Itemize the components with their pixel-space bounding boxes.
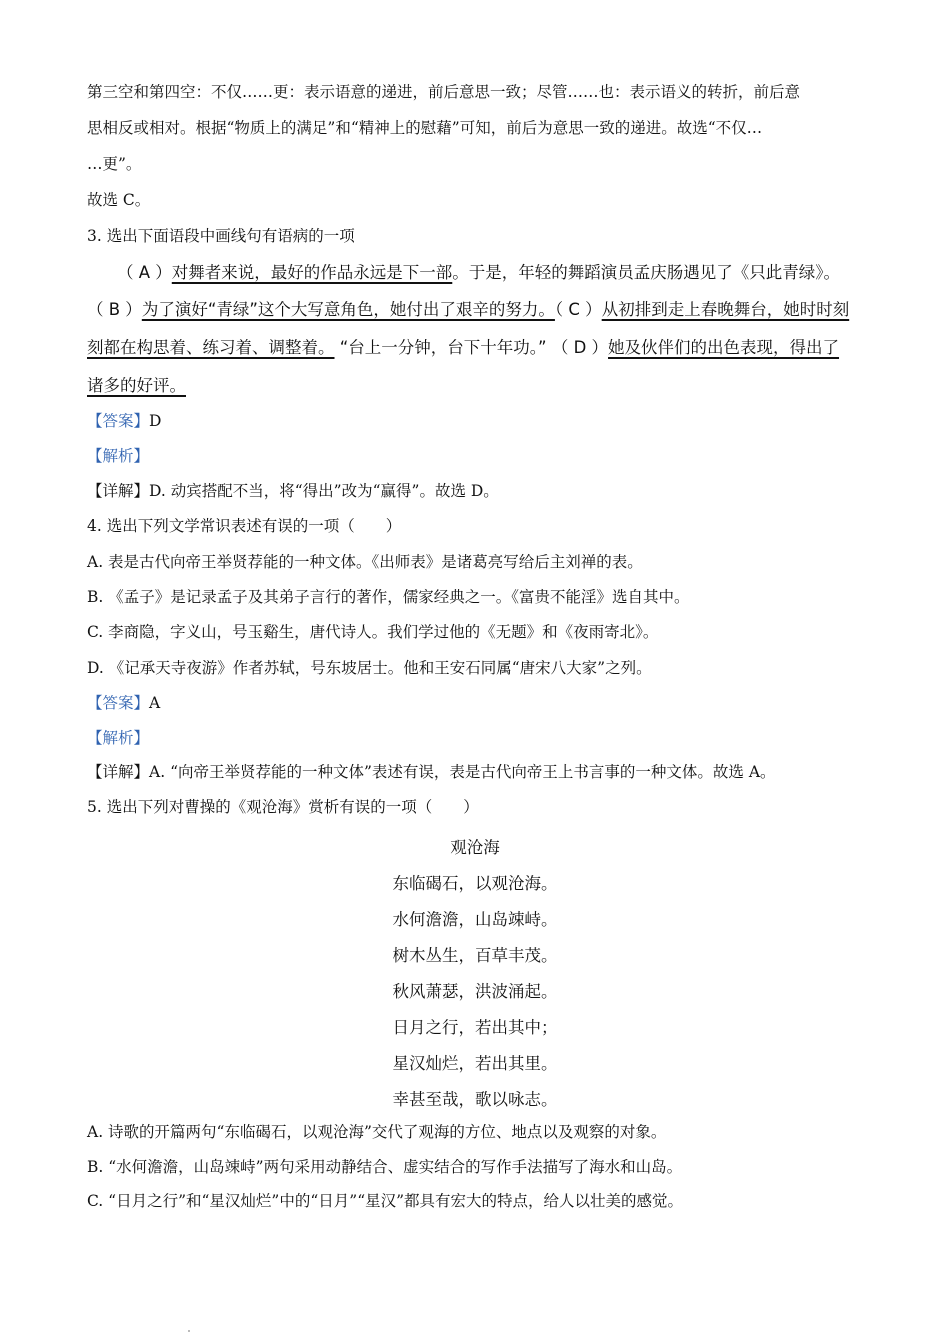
poem-line: 水何澹澹，山岛竦峙。 xyxy=(392,910,558,929)
answer-row xyxy=(87,412,161,431)
answer-tag: 【答案】 xyxy=(87,694,150,712)
poem-line: 日月之行，若出其中； xyxy=(392,1018,558,1037)
analysis-tag: 【解析】 xyxy=(87,447,150,465)
question-3-passage-line xyxy=(117,263,840,283)
poem-line: 幸甚至哉，歌以咏志。 xyxy=(392,1090,558,1109)
question-4-option-c: C. 李商隐，字义山，号玉谿生，唐代诗人。我们学过他的《无题》和《夜雨寄北》。 xyxy=(87,623,659,641)
question-5-option-b: B. “水何澹澹，山岛竦峙”两句采用动静结合、虚实结合的写作手法描写了海水和山岛。 xyxy=(87,1158,683,1176)
option-c-marker: （ C ） xyxy=(554,300,602,319)
question-3-passage-line xyxy=(87,338,839,358)
prev-explanation-line: 思相反或相对。根据“物质上的满足”和“精神上的慰藉”可知，前后为意思一致的递进。故选“不仅… xyxy=(87,119,763,137)
prev-explanation-line: 第三空和第四空：不仅……更：表示语意的递进，前后意思一致；尽管……也：表示语义的转折，前后意 xyxy=(87,83,801,101)
underlined-sentence-d: 她及伙伴们的出色表现，得出了 xyxy=(608,338,840,357)
question-3-passage-line xyxy=(87,376,186,396)
question-4-option-a: A. 表是古代向帝王举贤荐能的一种文体。《出师表》是诸葛亮写给后主刘禅的表。 xyxy=(87,553,643,571)
detail-row xyxy=(87,763,776,782)
underlined-sentence-c: 从初排到走上春晚舞台，她时时刻 xyxy=(601,300,850,319)
question-4-option-b: B. 《孟子》是记录孟子及其弟子言行的著作，儒家经典之一。《富贵不能淫》选自其中。 xyxy=(87,588,690,606)
answer-value: A xyxy=(149,694,161,712)
question-3-stem: 3. 选出下面语段中画线句有语病的一项 xyxy=(87,227,355,245)
prev-explanation-line: …更”。 xyxy=(87,155,142,173)
question-5-option-c: C. “日月之行”和“星汉灿烂”中的“日月”“星汉”都具有宏大的特点，给人以壮美的感觉。 xyxy=(87,1192,684,1210)
detail-text: A. “向帝王举贤荐能的一种文体”表述有误，表是古代向帝王上书言事的一种文体。故选 A。 xyxy=(149,763,776,781)
underlined-sentence-b: 为了演好“青绿”这个大写意角色，她付出了艰辛的努力。 xyxy=(141,300,555,319)
underlined-sentence-a: 对舞者来说，最好的作品永远是下一部 xyxy=(171,263,453,282)
detail-text: D. 动宾搭配不当，将“得出”改为“赢得”。故选 D。 xyxy=(149,482,499,500)
passage-text: “台上一分钟，台下十年功。” （ D ） xyxy=(334,338,609,357)
question-4-option-d: D. 《记承天寺夜游》作者苏轼，号东坡居士。他和王安石同属“唐宋八大家”之列。 xyxy=(87,659,652,677)
question-5-stem: 5. 选出下列对曹操的《观沧海》赏析有误的一项（ ） xyxy=(87,798,479,816)
question-4-stem: 4. 选出下列文学常识表述有误的一项（ ） xyxy=(87,517,402,535)
detail-row xyxy=(87,482,499,501)
answer-tag: 【答案】 xyxy=(87,412,150,430)
option-a-marker: （ A ） xyxy=(117,263,172,282)
answer-row xyxy=(87,694,160,713)
underlined-sentence-c-cont: 刻都在构思着、练习着、调整着。 xyxy=(87,338,335,357)
detail-tag: 【详解】 xyxy=(87,482,150,500)
answer-value: D xyxy=(149,412,162,430)
poem-line: 星汉灿烂，若出其里。 xyxy=(392,1054,558,1073)
page-speck xyxy=(188,1330,190,1332)
detail-tag: 【详解】 xyxy=(87,763,150,781)
prev-conclusion: 故选 C。 xyxy=(87,191,151,209)
option-b-marker: （ B ） xyxy=(87,300,142,319)
poem-line: 东临碣石，以观沧海。 xyxy=(392,874,558,893)
poem-line: 秋风萧瑟，洪波涌起。 xyxy=(392,982,558,1001)
poem-title: 观沧海 xyxy=(450,838,500,857)
question-3-passage-line xyxy=(87,300,849,320)
passage-text: 。于是，年轻的舞蹈演员孟庆肠遇见了《只此青绿》。 xyxy=(452,263,841,282)
analysis-tag: 【解析】 xyxy=(87,729,150,747)
poem-line: 树木丛生，百草丰茂。 xyxy=(392,946,558,965)
underlined-sentence-d-cont: 诸多的好评。 xyxy=(87,376,186,395)
question-5-option-a: A. 诗歌的开篇两句“东临碣石，以观沧海”交代了观海的方位、地点以及观察的对象。 xyxy=(87,1123,667,1141)
